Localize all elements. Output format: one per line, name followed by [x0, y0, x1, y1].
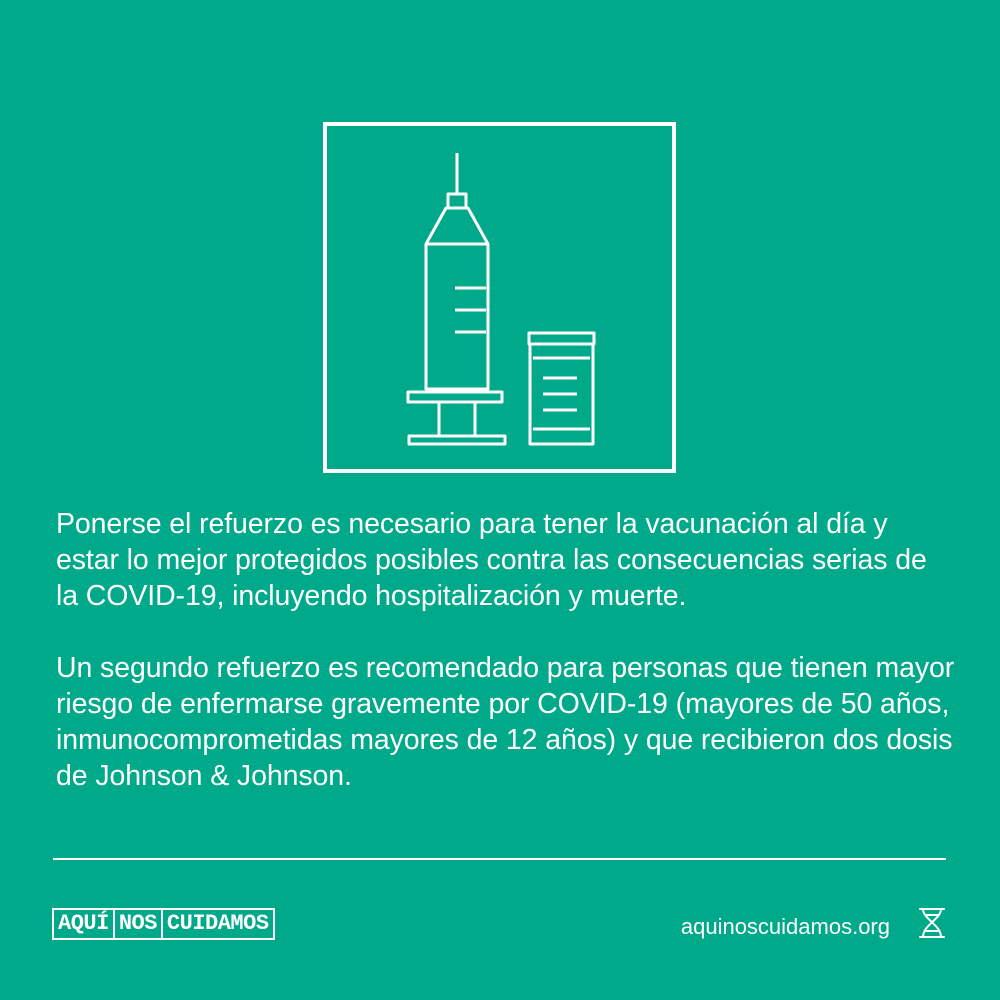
- paragraph-booster-necessity: Ponerse el refuerzo es necesario para tener la vacunación al día y estar lo mejor protegidos posibles contra las consecuencias serias de la COVID-19, incluyendo hospitalización y muerte.: [56, 508, 927, 612]
- paragraph-second-booster: Un segundo refuerzo es recomendado para personas que tienen mayor riesgo de enfermarse gravemente por COVID-19 (mayores de 50 años, inmunocomprometidas mayores de 12 años) y que recibieron dos dosis de Johnson & Johnson.: [56, 652, 955, 792]
- footer-divider: [53, 858, 946, 860]
- vaccine-illustration: [327, 126, 672, 469]
- vaccine-vial-icon: [529, 333, 594, 444]
- illustration-frame: [323, 122, 676, 473]
- dna-icon: [916, 906, 948, 940]
- logo-word-aqui: AQUÍ: [58, 911, 109, 936]
- syringe-icon: [408, 153, 505, 444]
- body-text: [56, 506, 956, 794]
- logo-word-nos: NOS: [113, 910, 161, 938]
- logo-word-cuidamos: CUIDAMOS: [161, 910, 273, 938]
- website-url: aquinoscuidamos.org: [680, 914, 890, 939]
